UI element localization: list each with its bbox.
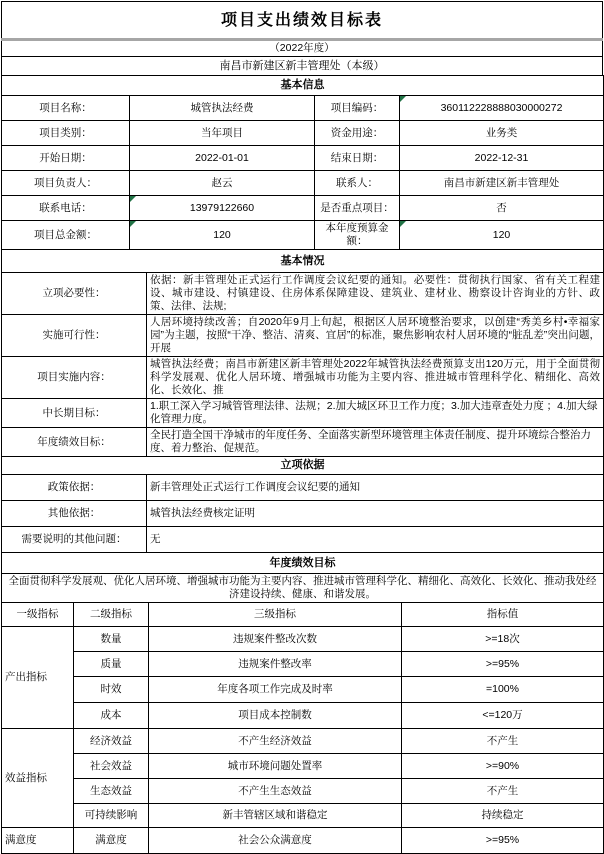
row-content: 无 (147, 527, 604, 553)
basic-situation-table (1, 249, 604, 457)
row-label: 立项必要性： (2, 273, 147, 315)
project-basis-table (1, 456, 604, 553)
row-label: 中长期目标： (2, 399, 147, 428)
target-cell: >=95% (402, 828, 604, 854)
field-value: 当年项目 (130, 121, 315, 146)
field-label: 联系电话： (2, 196, 130, 221)
field-value: 2022-12-31 (400, 146, 604, 171)
row-content: 1.职工深入学习城管管理法律、法规；2.加大城区环卫工作力度；3.加大违章查处力度 ；4.加大绿化管理力度。 (147, 399, 604, 428)
level2-cell: 经济效益 (74, 729, 149, 754)
title-table (1, 1, 603, 76)
field-label: 是否重点项目： (315, 196, 400, 221)
field-label: 项目负责人： (2, 171, 130, 196)
row-content: 依据：新丰管理处正式运行工作调度会议纪要的通知。必要性：贯彻执行国家、省有关工程建设、城市建设、村镇建设、住房体系保障建设、建筑业、建材业、勘察设计咨询业的方针、政策、法律、法规; (147, 273, 604, 315)
level1-cell: 产出指标 (2, 627, 74, 729)
level2-cell: 生态效益 (74, 779, 149, 804)
field-label: 结束日期： (315, 146, 400, 171)
col-header-level3: 三级指标 (149, 603, 402, 627)
row-content: 新丰管理处正式运行工作调度会议纪要的通知 (147, 475, 604, 501)
row-label: 项目实施内容： (2, 357, 147, 399)
col-header-level1: 一级指标 (2, 603, 74, 627)
field-label: 联系人： (315, 171, 400, 196)
target-cell: >=18次 (402, 627, 604, 652)
level1-cell: 满意度 (2, 828, 74, 854)
field-value (130, 221, 315, 250)
document-organization: 南昌市新建区新丰管理处（本级） (2, 57, 603, 76)
target-cell: =100% (402, 677, 604, 703)
field-label: 开始日期： (2, 146, 130, 171)
excel-flag-icon (130, 196, 136, 202)
page-title: 项目支出绩效目标表 (2, 2, 603, 40)
excel-flag-icon (400, 221, 406, 227)
section-header-basic-situation: 基本情况 (2, 250, 604, 273)
row-label: 其他依据： (2, 501, 147, 527)
level2-cell: 可持续影响 (74, 804, 149, 828)
section-header-performance: 年度绩效目标 (2, 553, 604, 574)
field-value (400, 221, 604, 250)
row-label: 需要说明的其他问题： (2, 527, 147, 553)
level2-cell: 满意度 (74, 828, 149, 854)
field-value (400, 96, 604, 121)
project-code: 360112228888030000272 (440, 101, 563, 114)
level2-cell: 社会效益 (74, 754, 149, 779)
field-value: 否 (400, 196, 604, 221)
field-label: 项目名称： (2, 96, 130, 121)
basic-info-table (1, 75, 604, 250)
field-label: 本年度预算金额： (315, 221, 400, 250)
field-value: 赵云 (130, 171, 315, 196)
level2-cell: 质量 (74, 652, 149, 677)
section-header-basic-info: 基本信息 (2, 76, 604, 96)
level2-cell: 数量 (74, 627, 149, 652)
target-cell: 不产生 (402, 729, 604, 754)
row-label: 实施可行性： (2, 315, 147, 357)
target-cell: >=95% (402, 652, 604, 677)
performance-summary: 全面贯彻科学发展观、优化人居环境、增强城市功能为主要内容、推进城市管理科学化、精细化、高效化、长效化、推动我处经济建设持续、健康、和谐发展。 (2, 574, 604, 603)
phone-value: 13979122660 (189, 201, 255, 214)
row-content: 人居环境持续改善；自2020年9月上旬起，根据区人居环境整治要求，以创建“秀美乡村•幸福家园”为主题，按照“干净、整洁、清爽、宜居”的标准，聚焦影响农村人居环境的“脏乱差”突出问题，开展 (147, 315, 604, 357)
field-label: 资金用途： (315, 121, 400, 146)
row-label: 年度绩效目标： (2, 428, 147, 457)
target-cell: >=90% (402, 754, 604, 779)
excel-flag-icon (400, 96, 406, 102)
field-value: 南昌市新建区新丰管理处 (400, 171, 604, 196)
level3-cell: 新丰管辖区域和谐稳定 (149, 804, 402, 828)
field-value: 业务类 (400, 121, 604, 146)
budget-amount-value: 120 (492, 228, 511, 241)
row-content: 城管执法经费核定证明 (147, 501, 604, 527)
level3-cell: 社会公众满意度 (149, 828, 402, 854)
section-header-project-basis: 立项依据 (2, 457, 604, 475)
field-value: 2022-01-01 (130, 146, 315, 171)
field-value (130, 196, 315, 221)
col-header-target: 指标值 (402, 603, 604, 627)
target-cell: <=120万 (402, 703, 604, 729)
document-year: （2022年度） (2, 40, 603, 57)
level3-cell: 违规案件整改次数 (149, 627, 402, 652)
field-label: 项目编码： (315, 96, 400, 121)
total-amount-value: 120 (213, 228, 231, 241)
level2-cell: 成本 (74, 703, 149, 729)
field-value: 城管执法经费 (130, 96, 315, 121)
level3-cell: 不产生经济效益 (149, 729, 402, 754)
excel-flag-icon (130, 221, 136, 227)
level1-cell: 效益指标 (2, 729, 74, 828)
level2-cell: 时效 (74, 677, 149, 703)
target-cell: 持续稳定 (402, 804, 604, 828)
field-label: 项目总金额： (2, 221, 130, 250)
level3-cell: 项目成本控制数 (149, 703, 402, 729)
row-content: 全民打造全国干净城市的年度任务、全面落实新型环境管理主体责任制度、提升环境综合整治力度、着力整治、促规范。 (147, 428, 604, 457)
row-label: 政策依据： (2, 475, 147, 501)
row-content: 城管执法经费；南昌市新建区新丰管理处2022年城管执法经费预算支出120万元，用于全面贯彻科学发展观、优化人居环境、增强城市功能为主要内容、推进城市管理科学化、精细化、高效化、长效化、推 (147, 357, 604, 399)
field-label: 项目类别： (2, 121, 130, 146)
performance-table (1, 552, 604, 854)
level3-cell: 城市环境问题处置率 (149, 754, 402, 779)
level3-cell: 违规案件整改率 (149, 652, 402, 677)
level3-cell: 年度各项工作完成及时率 (149, 677, 402, 703)
target-cell: 不产生 (402, 779, 604, 804)
col-header-level2: 二级指标 (74, 603, 149, 627)
level3-cell: 不产生生态效益 (149, 779, 402, 804)
